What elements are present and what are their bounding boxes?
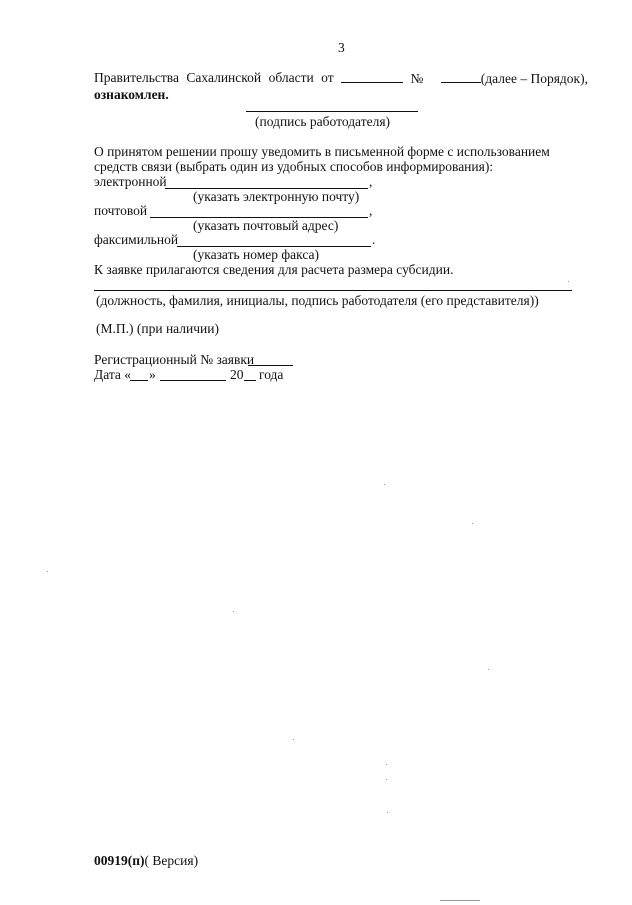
registration-number-line (248, 365, 293, 366)
footer-code-line (94, 853, 198, 869)
date-year-prefix: 20 (230, 367, 244, 382)
option-postal-label: почтовой (94, 203, 148, 218)
scan-speck (472, 523, 473, 524)
employer-signature-line (246, 111, 418, 112)
option-postal-end: , (369, 203, 373, 218)
representative-signature-line (94, 290, 572, 291)
intro-tail: (далее – Порядок), (480, 71, 588, 86)
employer-signature-caption: (подпись работодателя) (255, 114, 391, 129)
decree-number-blank (441, 70, 481, 83)
option-fax-hint: (указать номер факса) (193, 247, 319, 262)
intro-word: Сахалинской (186, 70, 262, 85)
scan-speck (386, 764, 387, 765)
scan-speck (293, 739, 294, 740)
decree-number-group (411, 70, 588, 87)
notify-text-line2: средств связи (выбрать один из удобных способов информирования): (94, 159, 494, 174)
scan-speck (387, 812, 388, 813)
option-fax-label: факсимильной (94, 232, 179, 247)
scan-speck (386, 779, 387, 780)
representative-caption: (должность, фамилия, инициалы, подпись работодателя (его представителя)) (96, 293, 539, 308)
acknowledged-text: ознакомлен. (94, 87, 169, 102)
number-sign: № (410, 71, 424, 86)
intro-word: от (321, 70, 334, 85)
scan-speck (568, 281, 569, 282)
intro-paragraph (94, 70, 588, 103)
option-fax-end: . (372, 232, 376, 247)
stamp-text: (М.П.) (при наличии) (96, 321, 219, 336)
date-label: Дата « (94, 367, 132, 382)
option-postal-hint: (указать почтовый адрес) (193, 218, 339, 233)
footer-version: ( Версия) (144, 853, 199, 868)
date-year-line (244, 380, 256, 381)
scan-speck (488, 669, 489, 670)
scan-speck (440, 900, 480, 901)
notify-text-line1: О принятом решении прошу уведомить в письменной форме с использованием (94, 144, 550, 159)
option-electronic-hint: (указать электронную почту) (193, 189, 360, 204)
scan-speck (233, 611, 234, 612)
decree-date-blank (341, 70, 403, 83)
registration-label: Регистрационный № заявки (94, 352, 255, 367)
attachment-text: К заявке прилагаются сведения для расчета размера субсидии. (94, 262, 454, 277)
option-electronic-label: электронной (94, 174, 167, 189)
intro-word: области (268, 70, 314, 85)
option-electronic-end: , (369, 174, 373, 189)
page-number: 3 (338, 40, 345, 55)
scan-speck (384, 484, 385, 485)
intro-word: Правительства (94, 70, 179, 85)
date-quote-close: » (149, 367, 156, 382)
footer-code: 00919(п) (94, 853, 145, 868)
date-year-suffix: года (259, 367, 284, 382)
scan-speck (47, 571, 48, 572)
date-day-line (130, 380, 148, 381)
date-month-line (160, 380, 226, 381)
